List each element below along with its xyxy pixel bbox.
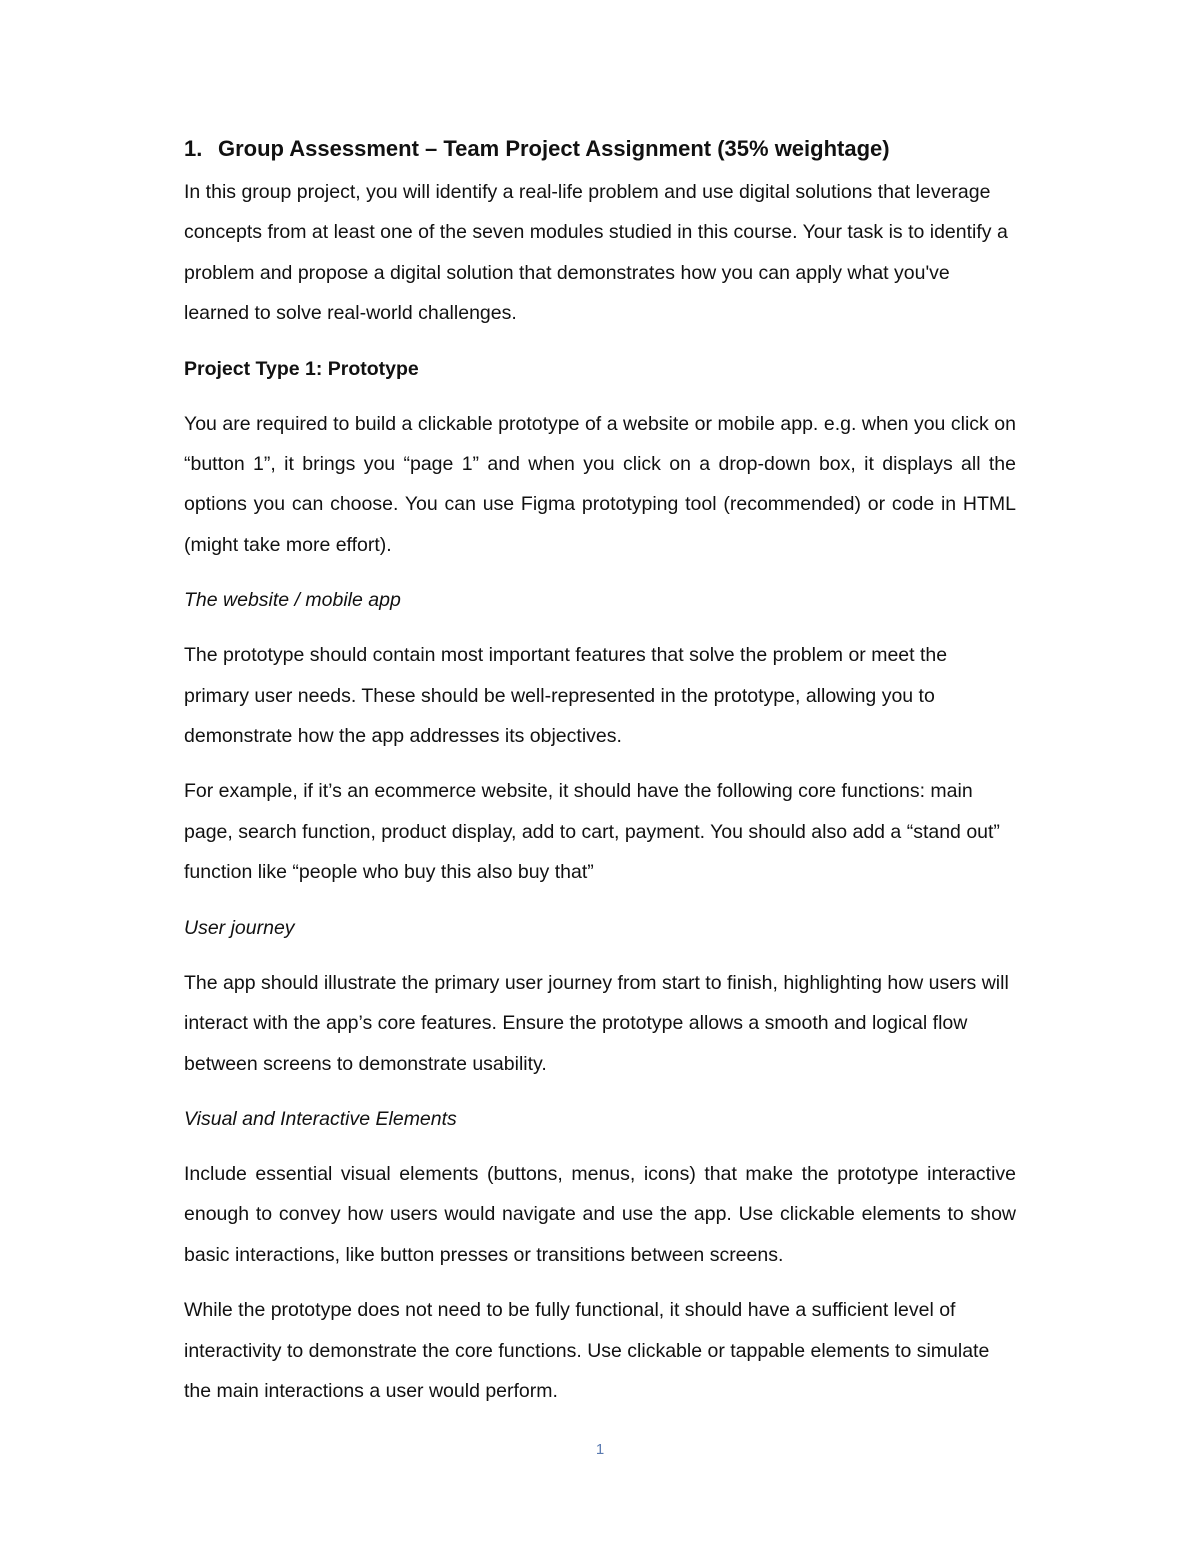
project-type-heading: Project Type 1: Prototype (184, 357, 419, 380)
section-heading (184, 130, 1016, 168)
visual-elements-paragraph-2: While the prototype does not need to be fully functional, it should have a sufficient level of interactivity to demonstrate the core functions. Use clickable or tappable elements to simulate the main interactions a user would perform. (184, 1299, 990, 1402)
subsection-title-website: The website / mobile app (184, 589, 401, 612)
user-journey-paragraph: The app should illustrate the primary user journey from start to finish, highlighting how users will interact with the app’s core features. Ensure the prototype allows a smooth and logical flow between screens to demonstrate usability. (184, 971, 1009, 1075)
website-paragraph-1: The prototype should contain most important features that solve the problem or meet the primary user needs. These should be well-represented in the prototype, allowing you to demonstrate how the app addresses its objectives. (184, 644, 948, 748)
intro-paragraph: In this group project, you will identify a real-life problem and use digital solutions that leverage concepts from at least one of the seven modules studied in this course. Your task is to identify a problem and propose a digital solution that demonstrates how you can apply what you've learned to solve real-world challenges. (184, 181, 1008, 325)
page-content (184, 130, 1016, 1426)
subsection-title-visual-elements: Visual and Interactive Elements (184, 1107, 457, 1130)
prototype-paragraph: You are required to build a clickable prototype of a website or mobile app. e.g. when you click on “button 1”, it brings you “page 1” and when you click on a drop-down box, it displays all the options you can choose. You can use Figma prototyping tool (recommended) or code in HTML (might take more effort). (184, 412, 1016, 556)
website-paragraph-2: For example, if it’s an ecommerce website, it should have the following core functions: main page, search function, product display, add to cart, payment. You should also add a “stand out” function like “people who buy this also buy that” (184, 780, 1000, 884)
section-number: 1. (184, 136, 203, 161)
subsection-title-user-journey: User journey (184, 916, 295, 939)
page-number: 1 (595, 1441, 605, 1458)
visual-elements-paragraph-1: Include essential visual elements (buttons, menus, icons) that make the prototype interactive enough to convey how users would navigate and use the app. Use clickable elements to show basic interactions, like button presses or transitions between screens. (184, 1162, 1016, 1266)
section-title: Group Assessment – Team Project Assignment (35% weightage) (218, 136, 890, 161)
